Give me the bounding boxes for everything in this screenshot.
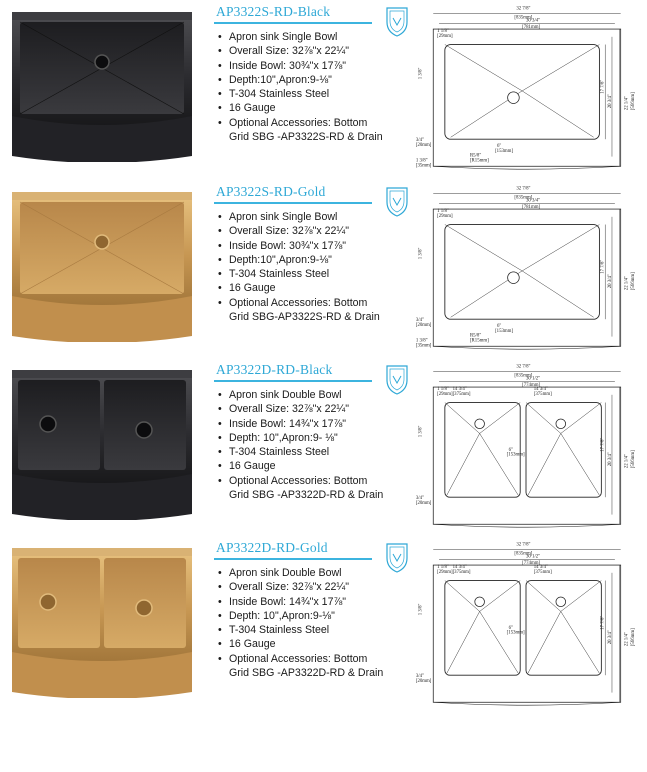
dimension-label: [20mm] xyxy=(415,678,432,684)
spec-item: • Optional Accessories: Bottom xyxy=(218,296,418,310)
drain-icon xyxy=(95,235,109,249)
dimension-label: [153mm] xyxy=(506,630,525,636)
dimension-label: [R15mm] xyxy=(469,338,489,344)
technical-drawing xyxy=(412,360,640,532)
spec-item: • 16 Gauge xyxy=(218,637,418,651)
spec-item: • Apron sink Double Bowl xyxy=(218,566,418,580)
dimension-label: 3/4" xyxy=(415,138,425,144)
dimension-label: [29mm] xyxy=(437,391,453,397)
spec-item: • Overall Size: 32⅞"x 22¼" xyxy=(218,44,418,58)
spec-item: • Depth: 10",Apron:9- ⅛" xyxy=(218,431,418,445)
dimension-label: 20 3/4" xyxy=(608,452,614,467)
technical-drawing xyxy=(412,538,640,710)
bowl-outline-right xyxy=(526,403,601,498)
drain-icon xyxy=(95,55,109,69)
drain-icon xyxy=(508,272,520,284)
dimension-label: 32 7/8" xyxy=(516,6,531,12)
title-underline xyxy=(214,380,372,382)
dimension-label: [29mm] xyxy=(437,33,453,39)
dimension-label: 1 3/8" xyxy=(418,67,424,80)
drain-icon xyxy=(136,422,152,438)
dimension-label: [20mm] xyxy=(415,322,432,328)
sink-photo xyxy=(8,364,196,520)
sink-bowl-left xyxy=(18,558,100,648)
dimension-label: 20 3/4" xyxy=(608,94,614,109)
spec-item: • Overall Size: 32⅞"x 22¼" xyxy=(218,580,418,594)
dimension-label: [153mm] xyxy=(506,452,525,458)
product-section xyxy=(0,536,647,714)
dimension-label: 22 1/4" xyxy=(624,632,630,647)
dimension-label: 6" xyxy=(508,625,514,631)
technical-drawing xyxy=(412,182,640,354)
dimension-label: 32 7/8" xyxy=(516,364,531,370)
spec-item: • Depth: 10",Apron:9-⅛" xyxy=(218,609,418,623)
drain-icon xyxy=(40,594,56,610)
dimension-label: [35mm] xyxy=(415,163,432,169)
dimension-label: [566mm] xyxy=(631,272,637,291)
dimension-label: 30 1/2" xyxy=(526,554,541,560)
dimension-label: 17 7/8" xyxy=(600,615,606,630)
title-underline xyxy=(214,558,372,560)
dimension-label: 22 1/4" xyxy=(624,276,630,291)
sink-outline xyxy=(433,387,620,524)
dimension-label: [153mm] xyxy=(495,148,514,154)
spec-item-continuation: Grid SBG -AP3322D-RD & Drain xyxy=(229,667,384,680)
dimension-label: [835mm] xyxy=(514,373,533,379)
product-section xyxy=(0,358,647,536)
spec-item: • Depth:10",Apron:9-⅛" xyxy=(218,73,418,87)
bowl-outline xyxy=(445,225,600,320)
dimension-label: 1 1/8" xyxy=(437,386,449,392)
dimension-label: [29mm] xyxy=(437,213,453,219)
spec-item: • T-304 Stainless Steel xyxy=(218,267,418,281)
dimension-label: [774mm] xyxy=(522,561,541,567)
dimension-label: 22 1/4" xyxy=(624,454,630,469)
dimension-label: 1 3/8" xyxy=(418,425,424,438)
dimension-label: 1 1/8" xyxy=(437,564,449,570)
dimension-label: 17 7/8" xyxy=(600,437,606,452)
dimension-label: 32 7/8" xyxy=(516,542,531,548)
dimension-label: [29mm] xyxy=(437,569,453,575)
dimension-label: [20mm] xyxy=(415,142,432,148)
dimension-label: 30 1/2" xyxy=(526,376,541,382)
drain-icon xyxy=(556,419,566,429)
dimension-label: 14 3/4" xyxy=(452,564,467,570)
dimension-label: 22 1/4" xyxy=(624,96,630,111)
spec-item: • Overall Size: 32⅞"x 22¼" xyxy=(218,402,418,416)
bowl-outline-right xyxy=(526,581,601,676)
spec-item: • Apron sink Single Bowl xyxy=(218,30,418,44)
spec-item: • Optional Accessories: Bottom xyxy=(218,474,418,488)
sink-photo xyxy=(8,542,196,698)
dimension-label: 14 3/4" xyxy=(533,386,548,392)
spec-list xyxy=(218,566,418,680)
spec-item: • Apron sink Single Bowl xyxy=(218,210,418,224)
sink-photo xyxy=(8,6,196,162)
dimension-label: 17 7/8" xyxy=(600,259,606,274)
dimension-label: 32 7/8" xyxy=(516,186,531,192)
dimension-label: [781mm] xyxy=(522,25,541,31)
spec-list xyxy=(218,210,418,324)
dimension-label: 3/4" xyxy=(415,496,425,502)
dimension-label: [566mm] xyxy=(631,450,637,469)
model-title: AP3322D-RD-Black xyxy=(216,362,333,377)
dimension-label: 1 3/8" xyxy=(415,158,428,164)
spec-item-continuation: Grid SBG-AP3322S-RD & Drain xyxy=(229,311,380,324)
dimension-label: 14 3/4" xyxy=(452,386,467,392)
spec-item: • 16 Gauge xyxy=(218,101,418,115)
spec-item: • Inside Bowl: 30¾"x 17⅞" xyxy=(218,59,418,73)
dimension-label: 1 1/8" xyxy=(437,208,449,214)
dimension-label: 30 3/4" xyxy=(526,198,541,204)
model-title: AP3322D-RD-Gold xyxy=(216,540,328,555)
dimension-label: 20 3/4" xyxy=(608,630,614,645)
technical-drawing xyxy=(412,2,640,174)
product-section xyxy=(0,180,647,358)
dimension-label: 3/4" xyxy=(415,318,425,324)
spec-item-continuation: Grid SBG -AP3322D-RD & Drain xyxy=(229,489,384,502)
dimension-label: R5/8" xyxy=(469,153,482,159)
dimension-label: 1 3/8" xyxy=(415,338,428,344)
dimension-label: [R15mm] xyxy=(469,158,489,164)
model-title: AP3322S-RD-Gold xyxy=(216,184,326,199)
dimension-label: R5/8" xyxy=(469,333,482,339)
drain-icon xyxy=(508,92,520,104)
spec-item: • Apron sink Double Bowl xyxy=(218,388,418,402)
dimension-label: [375mm] xyxy=(452,391,471,397)
dimension-label: [835mm] xyxy=(514,195,533,201)
dimension-label: 1 3/8" xyxy=(418,603,424,616)
dimension-label: [774mm] xyxy=(522,383,541,389)
drain-icon xyxy=(136,600,152,616)
spec-item: • Inside Bowl: 14¾"x 17⅞" xyxy=(218,595,418,609)
dimension-label: 20 3/4" xyxy=(608,274,614,289)
dimension-label: [566mm] xyxy=(631,92,637,111)
dimension-label: [566mm] xyxy=(631,628,637,647)
dimension-label: 14 3/4" xyxy=(533,564,548,570)
drain-icon xyxy=(475,597,485,607)
spec-list xyxy=(218,30,418,144)
dimension-label: 3/4" xyxy=(415,674,425,680)
drain-icon xyxy=(40,416,56,432)
spec-item: • Inside Bowl: 30¾"x 17⅞" xyxy=(218,239,418,253)
drain-icon xyxy=(556,597,566,607)
dimension-label: [375mm] xyxy=(533,569,552,575)
title-underline xyxy=(214,22,372,24)
product-section xyxy=(0,0,647,178)
title-underline xyxy=(214,202,372,204)
dimension-label: [835mm] xyxy=(514,551,533,557)
dimension-label: [153mm] xyxy=(495,328,514,334)
dimension-label: [835mm] xyxy=(514,15,533,21)
sink-outline xyxy=(433,565,620,702)
spec-item: • Depth:10",Apron:9-⅛" xyxy=(218,253,418,267)
sink-outline xyxy=(433,29,620,166)
spec-item-continuation: Grid SBG -AP3322S-RD & Drain xyxy=(229,131,383,144)
spec-item: • Overall Size: 32⅞"x 22¼" xyxy=(218,224,418,238)
spec-item: • Optional Accessories: Bottom xyxy=(218,652,418,666)
sink-bowl-left xyxy=(18,380,100,470)
spec-item: • T-304 Stainless Steel xyxy=(218,87,418,101)
dimension-label: 30 3/4" xyxy=(526,18,541,24)
spec-item: • T-304 Stainless Steel xyxy=(218,623,418,637)
model-title: AP3322S-RD-Black xyxy=(216,4,331,19)
dimension-label: [375mm] xyxy=(533,391,552,397)
drain-icon xyxy=(475,419,485,429)
spec-item: • 16 Gauge xyxy=(218,459,418,473)
dimension-label: [20mm] xyxy=(415,500,432,506)
spec-list xyxy=(218,388,418,502)
dimension-label: 6" xyxy=(508,447,514,453)
spec-item: • Optional Accessories: Bottom xyxy=(218,116,418,130)
dimension-label: 6" xyxy=(497,143,502,149)
dimension-label: [375mm] xyxy=(452,569,471,575)
dimension-label: [781mm] xyxy=(522,205,541,211)
sink-photo xyxy=(8,186,196,342)
bowl-outline xyxy=(445,45,600,140)
dimension-label: [35mm] xyxy=(415,343,432,349)
dimension-label: 1 1/8" xyxy=(437,28,449,34)
dimension-label: 1 3/8" xyxy=(418,247,424,260)
spec-item: • 16 Gauge xyxy=(218,281,418,295)
spec-item: • T-304 Stainless Steel xyxy=(218,445,418,459)
dimension-label: 17 7/8" xyxy=(600,79,606,94)
sink-outline xyxy=(433,209,620,346)
dimension-label: 6" xyxy=(497,323,502,329)
spec-item: • Inside Bowl: 14¾"x 17⅞" xyxy=(218,417,418,431)
